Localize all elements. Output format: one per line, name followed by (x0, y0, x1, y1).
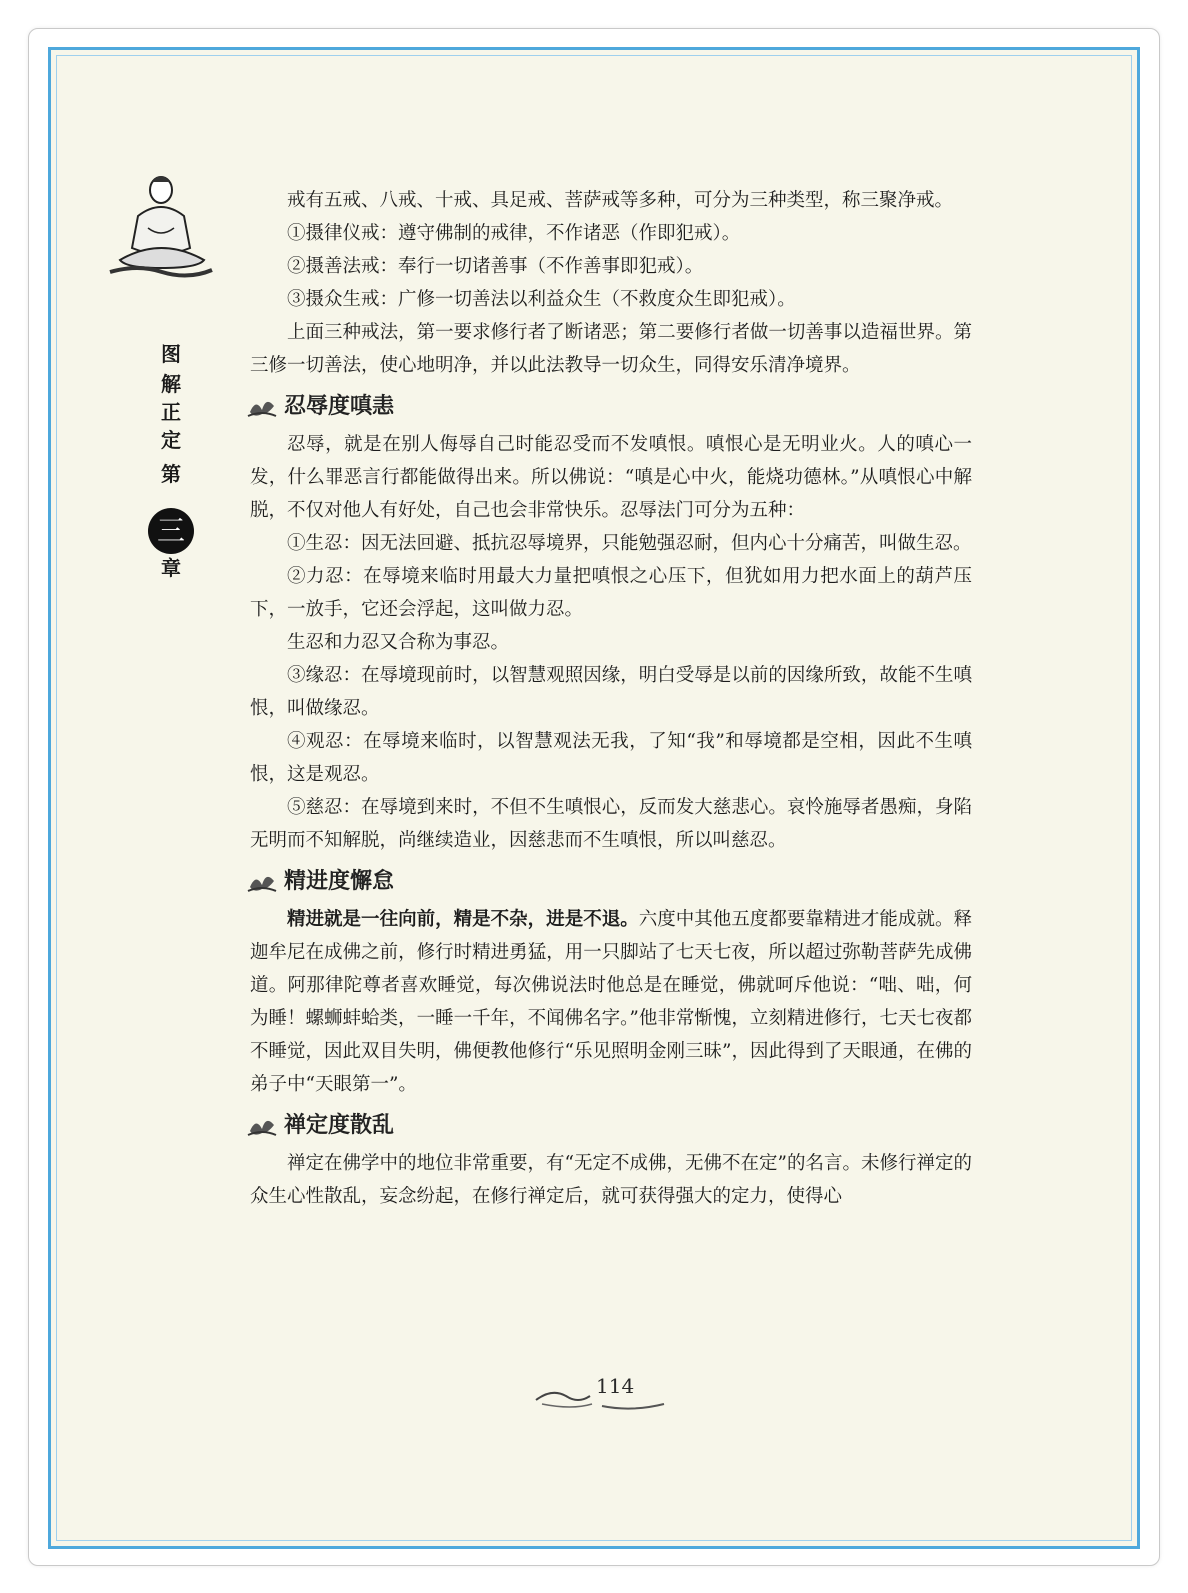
sidebar-char: 图 (161, 342, 181, 366)
paragraph: 生忍和力忍又合称为事忍。 (287, 632, 510, 653)
section-heading (246, 1105, 972, 1145)
paragraph-rest: 六度中其他五度都要靠精进才能成就。释迦牟尼在成佛之前，修行时精进勇猛，用一只脚站了七天七夜，所以超过弥勒菩萨先成佛道。阿那律陀尊者喜欢睡觉，每次佛说法时他总是在睡觉，佛就呵斥他说：“咄、咄，何为睡！螺蛳蚌蛤类，一睡一千年，不闻佛名字。”他非常惭愧，立刻精进修行，七天七夜都不睡觉，因此双目失明，佛便教他修行“乐见照明金刚三昧”，因此得到了天眼通，在佛的弟子中“天眼第一”。 (250, 909, 972, 1095)
buddha-illustration (108, 168, 214, 280)
paragraph: ③缘忍：在辱境现前时，以智慧观照因缘，明白受辱是以前的因缘所致，故能不生嗔恨，叫做缘忍。 (250, 665, 972, 719)
paragraph: ③摄众生戒：广修一切善法以利益众生（不救度众生即犯戒）。 (287, 289, 796, 310)
paragraph: ②摄善法戒：奉行一切诸善事（不作善事即犯戒）。 (287, 256, 704, 277)
paragraph: 戒有五戒、八戒、十戒、具足戒、菩萨戒等多种，可分为三种类型，称三聚净戒。 (287, 190, 954, 211)
paragraph: 禅定在佛学中的地位非常重要，有“无定不成佛，无佛不在定”的名言。未修行禅定的众生心性散乱，妄念纷起，在修行禅定后，就可获得强大的定力，使得心 (250, 1153, 972, 1207)
paragraph-lead: 精进就是一往向前，精是不杂，进是不退。 (287, 909, 639, 930)
paragraph: ⑤慈忍：在辱境到来时，不但不生嗔恨心，反而发大慈悲心。哀怜施辱者愚痴，身陷无明而不知解脱，尚继续造业，因慈悲而不生嗔恨，所以叫慈忍。 (250, 797, 972, 851)
lotus-icon (246, 1111, 278, 1139)
sidebar-char: 定 (161, 428, 181, 452)
lotus-icon (246, 392, 278, 420)
sidebar-char: 第 (161, 462, 181, 486)
paragraph (250, 903, 972, 1101)
section-title: 忍辱度嗔恚 (284, 392, 395, 419)
chapter-number-badge: 三 (148, 508, 194, 554)
section-heading (246, 386, 972, 426)
paragraph: 上面三种戒法，第一要求修行者了断诸恶；第二要修行者做一切善事以造福世界。第三修一切善法，使心地明净，并以此法教导一切众生，同得安乐清净境界。 (250, 322, 972, 376)
section-title: 精进度懈怠 (284, 867, 395, 894)
sidebar-char: 解 (161, 372, 181, 396)
chapter-sidebar (148, 342, 194, 604)
page-number: 114 (596, 1374, 635, 1398)
paragraph: ①生忍：因无法回避、抵抗忍辱境界，只能勉强忍耐，但内心十分痛苦，叫做生忍。 (287, 533, 972, 554)
paragraph: ②力忍：在辱境来临时用最大力量把嗔恨之心压下，但犹如用力把水面上的葫芦压下，一放手，它还会浮起，这叫做力忍。 (250, 566, 972, 620)
section-title: 禅定度散乱 (284, 1111, 395, 1138)
sidebar-char: 章 (161, 556, 181, 580)
paragraph: 忍辱，就是在别人侮辱自己时能忍受而不发嗔恨。嗔恨心是无明业火。人的嗔心一发，什么罪恶言行都能做得出来。所以佛说：“嗔是心中火，能烧功德林。”从嗔恨心中解脱，不仅对他人有好处，自己也会非常快乐。忍辱法门可分为五种： (250, 434, 972, 521)
lotus-icon (246, 867, 278, 895)
section-heading (246, 861, 972, 901)
paragraph: ①摄律仪戒：遵守佛制的戒律，不作诸恶（作即犯戒）。 (287, 223, 741, 244)
sidebar-char: 正 (161, 400, 181, 424)
paragraph: ④观忍：在辱境来临时，以智慧观法无我，了知“我”和辱境都是空相，因此不生嗔恨，这是观忍。 (250, 731, 972, 785)
body-text (250, 184, 972, 1213)
